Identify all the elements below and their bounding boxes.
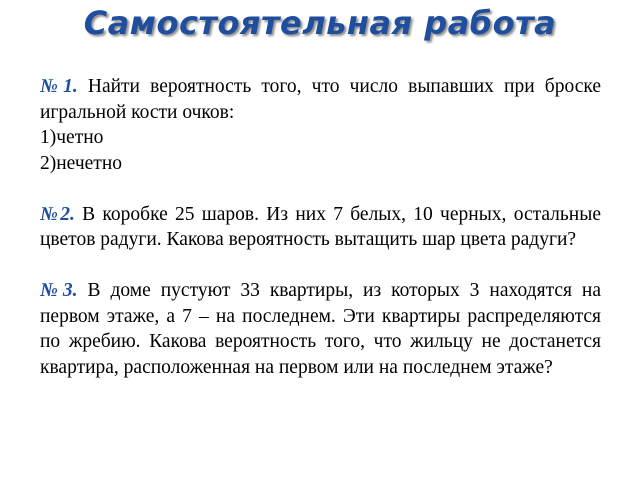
task-3 — [40, 278, 601, 380]
task-1-option-1: 1)четно — [40, 127, 104, 148]
task-1-option-2: 2)нечетно — [40, 152, 123, 174]
task-2-text: В коробке 25 шаров. Из них 7 белых, 10 черных, остальные цветов радуги. Какова вероятность вытащить шар цвета радуги? — [40, 203, 601, 250]
task-1-number: №1. — [40, 76, 78, 97]
task-3-number: №3. — [40, 280, 78, 301]
slide-title: Самостоятельная работа — [83, 4, 557, 42]
task-2-number: №2. — [40, 203, 75, 225]
task-1 — [40, 74, 601, 176]
task-1-text: Найти вероятность того, что число выпавших при броске игральной кости очков: — [40, 76, 602, 123]
task-3-text: В доме пустуют 33 квартиры, из которых 3 находятся на первом этаже, а 7 – на последнем. Эти квартиры распределяются по жребию. Какова вероятность того, что жильцу не достанется квартира, расположенная на первом или на последнем этаже? — [40, 280, 601, 378]
tasks-list — [40, 74, 601, 380]
task-2 — [40, 202, 601, 253]
